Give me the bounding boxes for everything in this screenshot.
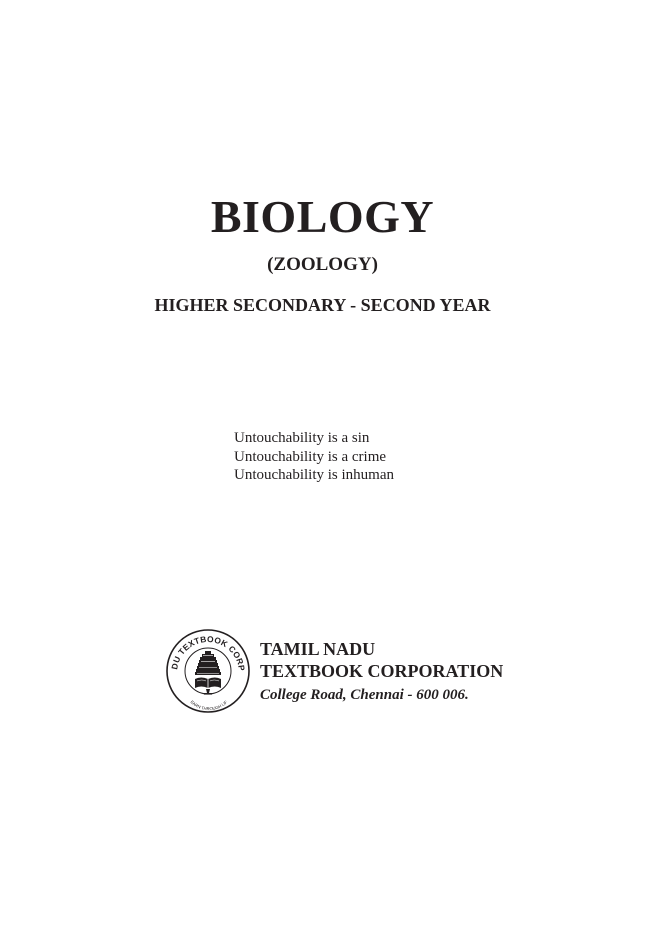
seal-ring-text: DU TEXTBOOK CORP — [169, 633, 248, 672]
untouchability-pledge — [234, 429, 394, 485]
seal-motto-text: EARN THROUGH LIF — [189, 699, 229, 712]
publisher-address: College Road, Chennai - 600 006. — [260, 687, 469, 703]
pledge-line: Untouchability is a sin — [234, 430, 370, 446]
publisher-name-line1: TAMIL NADU — [260, 639, 376, 659]
open-book-icon — [195, 678, 221, 689]
class-level: HIGHER SECONDARY - SECOND YEAR — [154, 295, 491, 315]
book-subtitle: (ZOOLOGY) — [267, 254, 378, 275]
temple-tower-icon — [195, 651, 221, 675]
pledge-line: Untouchability is a crime — [234, 448, 387, 465]
publisher-block — [260, 638, 503, 704]
pledge-line: Untouchability is inhuman — [234, 467, 394, 483]
tamil-nadu-textbook-corporation-seal-icon — [165, 627, 251, 715]
book-title: BIOLOGY — [210, 191, 435, 242]
publisher-name-line2: TEXTBOOK CORPORATION — [260, 661, 504, 681]
